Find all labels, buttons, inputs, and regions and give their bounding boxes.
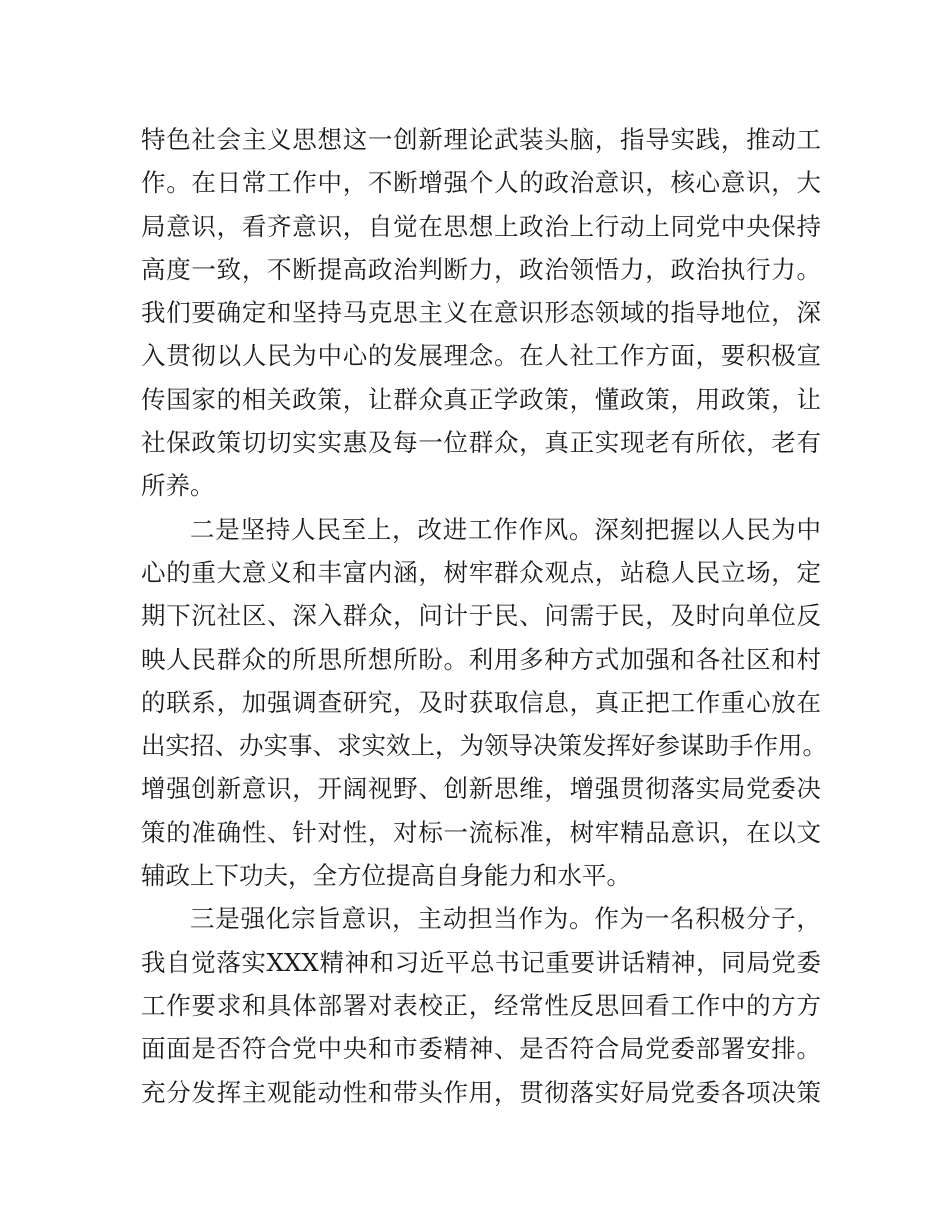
text-line: 社保政策切切实实惠及每一位群众，真正实现老有所依，老有 — [141, 428, 821, 458]
paragraph-2 — [141, 508, 827, 898]
text-line: 我自觉落实XXX精神和习近平总书记重要讲话精神，同局党委 — [141, 947, 821, 977]
text-line: 高度一致，不断提高政治判断力，政治领悟力，政治执行力。 — [141, 254, 821, 284]
text-line: 入贯彻以人民为中心的发展理念。在人社工作方面，要积极宣 — [141, 341, 821, 371]
text-line: 特色社会主义思想这一创新理论武装头脑，指导实践，推动工 — [141, 125, 821, 154]
text-line: 增强创新意识，开阔视野、创新思维，增强贯彻落实局党委决 — [141, 774, 821, 804]
text-line: 出实招、办实事、求实效上，为领导决策发挥好参谋助手作用。 — [141, 731, 827, 761]
text-line: 三是强化宗旨意识，主动担当作为。作为一名积极分子， — [190, 904, 821, 934]
text-line: 传国家的相关政策，让群众真正学政策，懂政策，用政策，让 — [141, 384, 821, 414]
text-line: 映人民群众的所思所想所盼。利用多种方式加强和各社区和村 — [141, 644, 821, 674]
paragraph-3 — [141, 897, 821, 1113]
text-line: 辅政上下功夫，全方位提高自身能力和水平。 — [141, 861, 631, 891]
text-line: 策的准确性、针对性，对标一流标准，树牢精品意识，在以文 — [141, 817, 821, 847]
text-line: 所养。 — [141, 471, 215, 501]
text-line: 我们要确定和坚持马克思主义在意识形态领域的指导地位，深 — [141, 298, 821, 328]
text-line: 心的重大意义和丰富内涵，树牢群众观点，站稳人民立场，定 — [141, 557, 821, 587]
text-line: 面面是否符合党中央和市委精神、是否符合局党委部署安排。 — [141, 1034, 821, 1064]
text-line: 作。在日常工作中，不断增强个人的政治意识，核心意识，大 — [141, 168, 821, 198]
text-line: 局意识，看齐意识，自觉在思想上政治上行动上同党中央保持 — [141, 211, 821, 241]
paragraph-1 — [141, 118, 821, 508]
text-line: 期下沉社区、深入群众，问计于民、问需于民，及时向单位反 — [141, 601, 821, 631]
body-text — [141, 118, 827, 1114]
text-line: 充分发挥主观能动性和带头作用，贯彻落实好局党委各项决策 — [141, 1077, 821, 1107]
text-line: 工作要求和具体部署对表校正，经常性反思回看工作中的方方 — [141, 990, 821, 1020]
text-line: 二是坚持人民至上，改进工作作风。深刻把握以人民为中 — [190, 514, 821, 544]
text-line: 的联系，加强调查研究，及时获取信息，真正把工作重心放在 — [141, 687, 821, 717]
